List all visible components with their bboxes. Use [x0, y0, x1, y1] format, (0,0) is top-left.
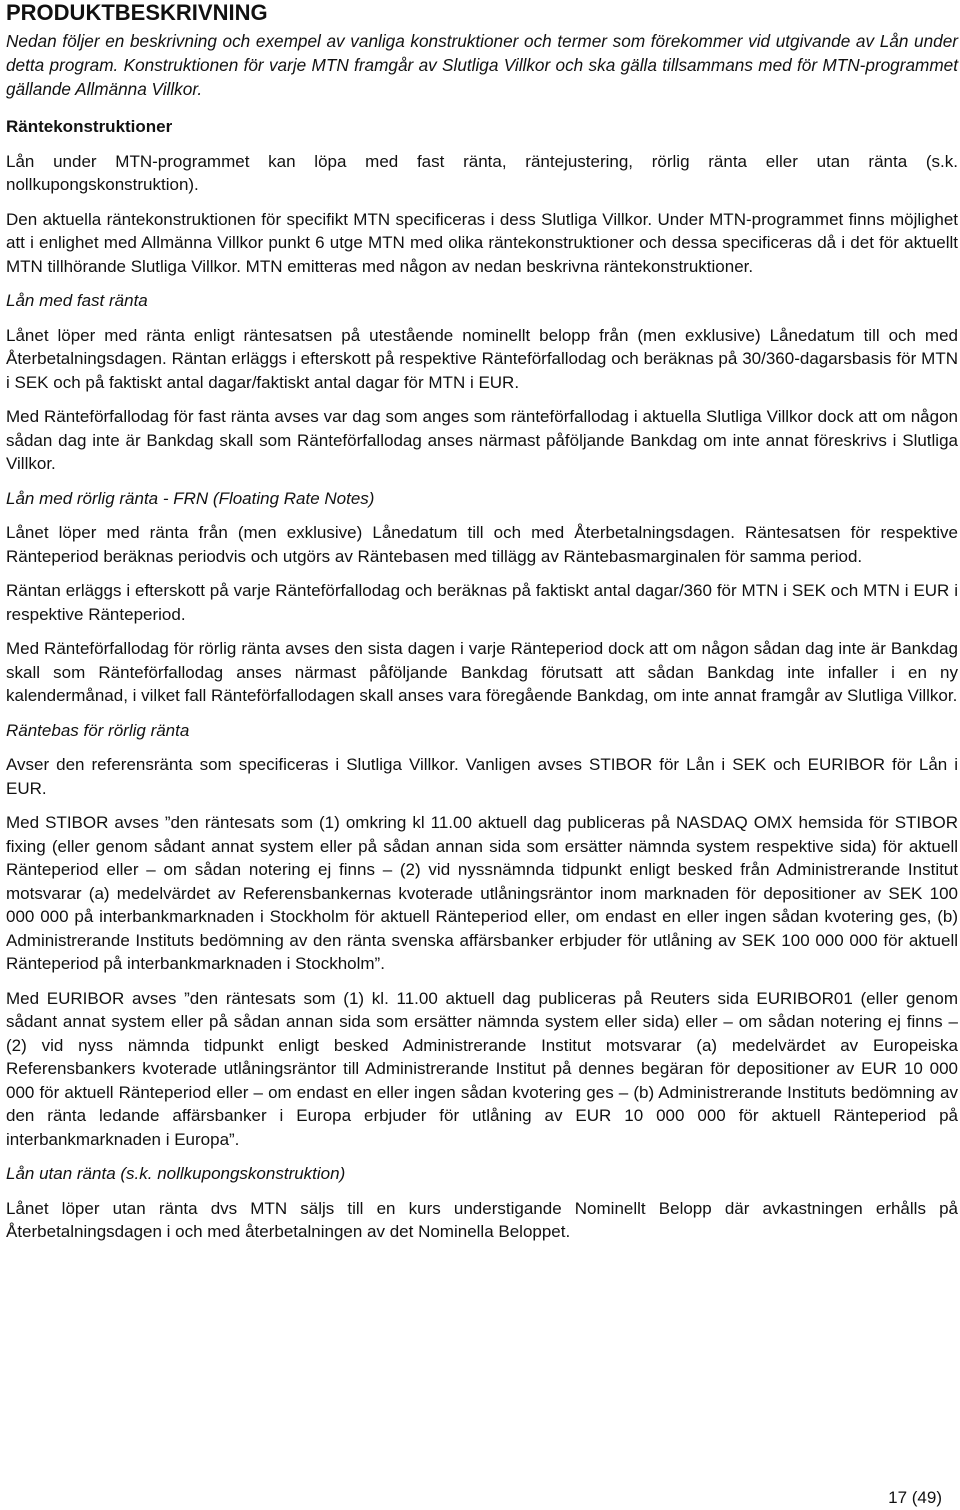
paragraph: Lånet löper med ränta från (men exklusive) Lånedatum till och med Återbetalningsdagen. Räntesatsen för respektive Ränteperiod beräknas periodvis och utgörs av Räntebasen med tillägg av Räntebasmarginalen för samma period. [6, 523, 958, 566]
paragraph: Räntan erläggs i efterskott på varje Ränteförfallodag och beräknas på faktiskt antal dagar/360 för MTN i SEK och MTN i EUR i respektive Ränteperiod. [6, 581, 958, 624]
page-number: 17 (49) [888, 1488, 942, 1507]
section-utan-ranta [6, 1162, 958, 1244]
section-rantebas [6, 719, 958, 1152]
paragraph: Med STIBOR avses ”den räntesats som (1) omkring kl 11.00 aktuell dag publiceras på NASDAQ OMX hemsida för STIBOR fixing (eller genom sådant annat system eller på sådan annan sida som ersätter nämnda system respektive sida) för aktuell Ränteperiod eller – om sådan notering ej finns – (2) vid nyssnämnda tidpunkt enligt besked från Administrerande Institut motsvarar (a) medelvärdet av Referensbankernas kvoterade utlåningsräntor inom marknaden för depositioner av SEK 100 000 000 på interbankmarknaden i Stockholm för aktuell Ränteperiod eller, om endast en eller ingen sådan kvotering ges, (b) Administrerande Instituts bedömning av den ränta svenska affärsbanker erbjuder för utlåning av SEK 100 000 000 för aktuell Ränteperiod på interbankmarknaden i Stockholm”. [6, 813, 958, 973]
paragraph: Med Ränteförfallodag för fast ränta avses var dag som anges som ränteförfallodag i aktuella Slutliga Villkor dock att om någon sådan dag inte är Bankdag skall som Ränteförfallodag anses närmast påföljande Bankdag om inte annat föreskrivs i Slutliga Villkor. [6, 407, 958, 473]
paragraph: Avser den referensränta som specificeras i Slutliga Villkor. Vanligen avses STIBOR för Lån i SEK och EURIBOR för Lån i EUR. [6, 755, 958, 798]
intro-text: Nedan följer en beskrivning och exempel av vanliga konstruktioner och termer som förekommer vid utgivande av Lån under detta program. Konstruktionen för varje MTN framgår av Slutliga Villkor och ska gälla tillsammans med för MTN-programmet gällande Allmänna Villkor. [6, 31, 958, 99]
paragraph: Lånet löper med ränta enligt räntesatsen på utestående nominellt belopp från (men exklusive) Lånedatum till och med Återbetalningsdagen. Räntan erläggs i efterskott på respektive Ränteförfallodag och beräknas på 30/360-dagarsbasis för MTN i SEK och på faktiskt antal dagar/faktiskt antal dagar för MTN i EUR. [6, 325, 958, 392]
section-heading: Lån med rörlig ränta - FRN (Floating Rate Notes) [6, 488, 375, 508]
section-heading: Räntekonstruktioner [6, 117, 173, 136]
section-heading: Lån utan ränta (s.k. nollkupongskonstruktion) [6, 1164, 346, 1183]
page-title: PRODUKTBESKRIVNING [6, 0, 268, 25]
paragraph: Lånet löper utan ränta dvs MTN säljs till en kurs understigande Nominellt Belopp där avkastningen erhålls på Återbetalningsdagen i och med återbetalningen av det Nominella Beloppet. [6, 1198, 958, 1241]
section-fast-ranta [6, 289, 958, 476]
section-rantekonstruktioner [6, 115, 958, 278]
document-page [6, 0, 958, 1255]
paragraph: Lån under MTN-programmet kan löpa med fast ränta, räntejustering, rörlig ränta eller utan ränta (s.k. nollkupongskonstruktion). [6, 151, 958, 194]
paragraph: Med EURIBOR avses ”den räntesats som (1) kl. 11.00 aktuell dag publiceras på Reuters sida EURIBOR01 (eller genom sådant annat system eller på sådan annan sida som ersätter nämnda system eller sida) eller – om sådan notering ej finns – (2) vid nyss nämnda tidpunkt enligt besked Administrerande Institut motsvarar (a) medelvärdet av Europeiska Referensbankers kvoterade utlåningsräntor till Administrerande Institut på dennes begäran för depositioner av EUR 10 000 000 för aktuell Ränteperiod eller – om endast en eller ingen sådan kvotering ges – (b) Administrerande Instituts bedömning av den ränta ledande affärsbanker i Europa erbjuder för utlåning av EUR 10 000 000 för aktuell Ränteperiod på interbankmarknaden i Europa”. [6, 988, 958, 1149]
paragraph: Den aktuella räntekonstruktionen för specifikt MTN specificeras i dess Slutliga Villkor. Under MTN-programmet finns möjlighet att i enlighet med Allmänna Villkor punkt 6 utge MTN med olika räntekonstruktioner och dessa specificeras då i det för aktuellt MTN tillhörande Slutliga Villkor. MTN emitteras med någon av nedan beskrivna räntekonstruktioner. [6, 209, 958, 276]
section-heading: Räntebas för rörlig ränta [6, 720, 190, 740]
paragraph: Med Ränteförfallodag för rörlig ränta avses den sista dagen i varje Ränteperiod dock att om någon sådan dag inte är Bankdag skall som Ränteförfallodag anses närmast påföljande Bankdag förutsatt att sådan Bankdag inte infaller i en ny kalendermånad, i vilket fall Ränteförfallodagen skall anses vara föregående Bankdag, om inte annat framgår av Slutliga Villkor. [6, 639, 958, 705]
section-rorlig-ranta [6, 487, 958, 708]
section-heading: Lån med fast ränta [6, 291, 148, 310]
